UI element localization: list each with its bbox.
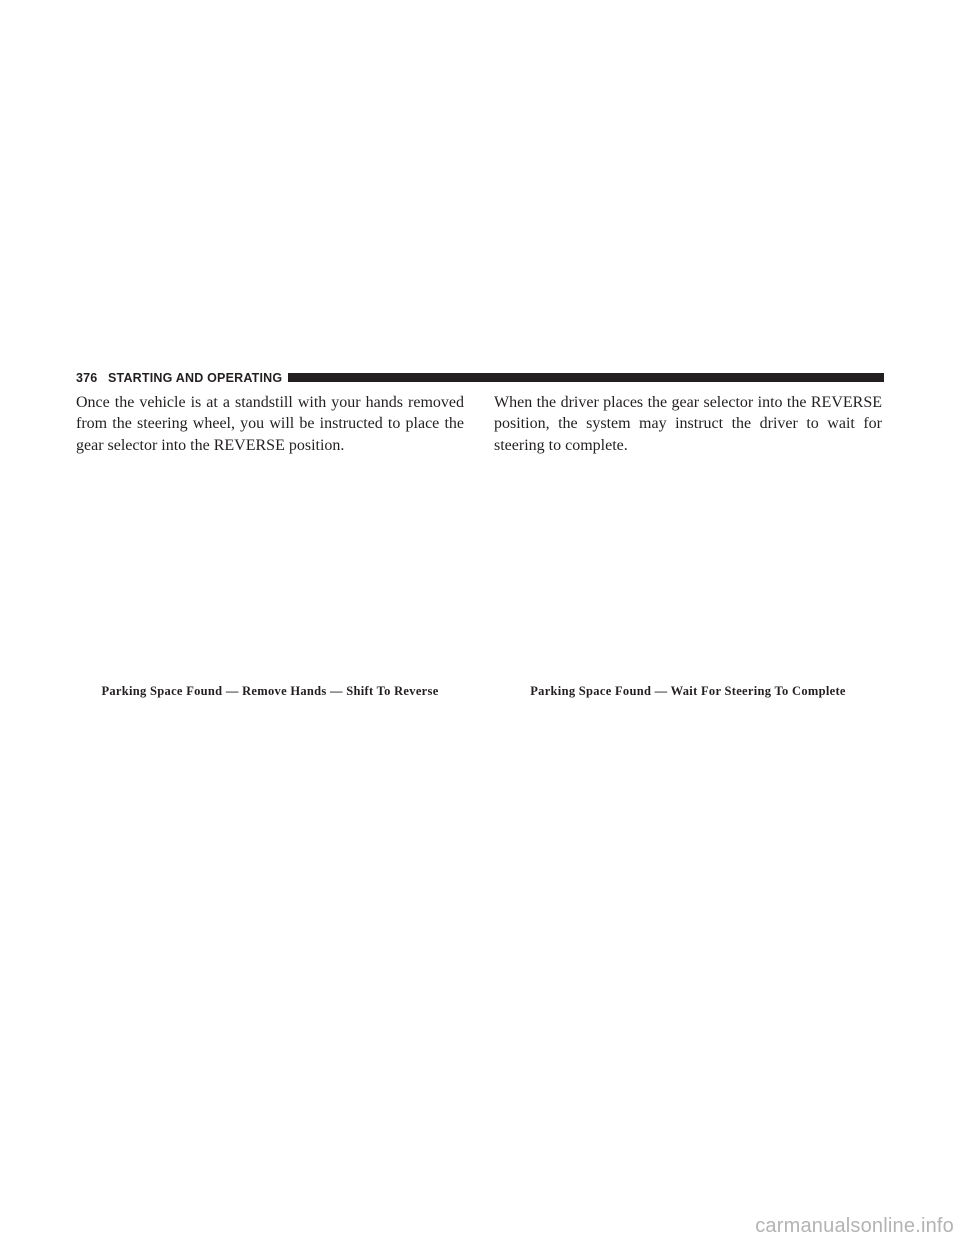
page-header: [76, 370, 884, 386]
page-number: 376: [76, 371, 98, 385]
header-rule: [288, 373, 884, 382]
watermark: carmanualsonline.info: [755, 1215, 954, 1237]
left-figure-image: [76, 468, 464, 668]
right-column-paragraph: When the driver places the gear selector into the REVERSE position, the system may instruct the driver to wait for steering to complete.: [494, 394, 882, 454]
left-column-paragraph: Once the vehicle is at a standstill with your hands removed from the steering wheel, you will be instructed to place the gear selector into the REVERSE position.: [76, 394, 464, 454]
left-figure-caption: Parking Space Found — Remove Hands — Shift To Reverse: [101, 684, 439, 698]
right-figure-caption: Parking Space Found — Wait For Steering To Complete: [530, 684, 846, 698]
right-figure-image: [494, 468, 882, 668]
section-title: STARTING AND OPERATING: [108, 371, 283, 385]
